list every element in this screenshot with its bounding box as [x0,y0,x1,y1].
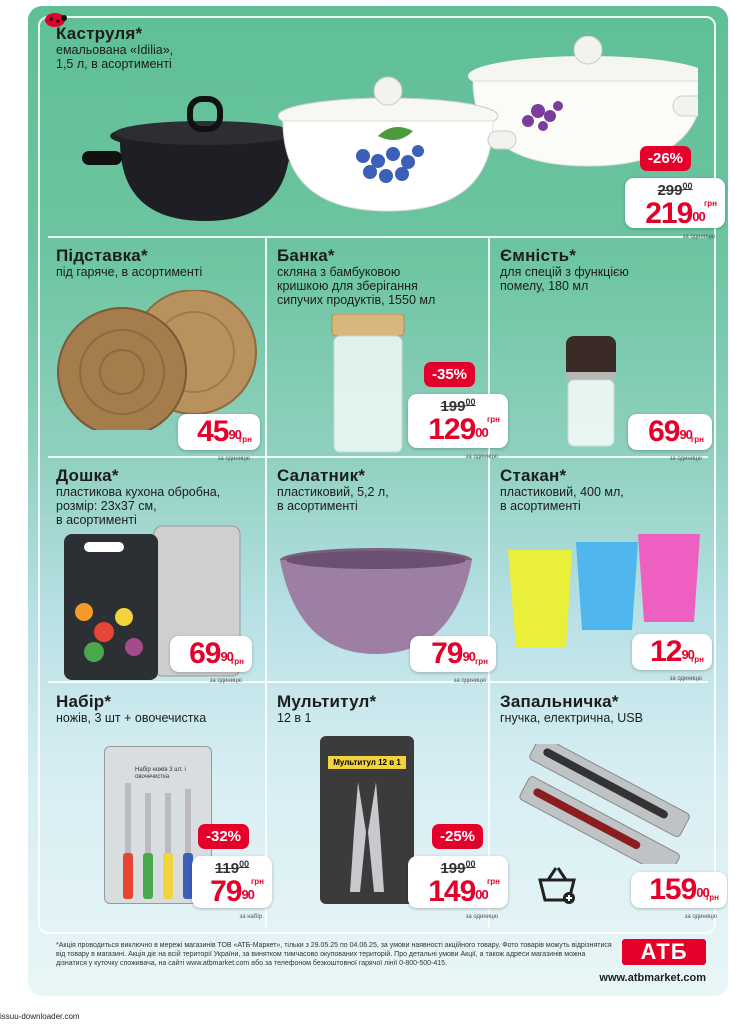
knife-package: Набір ножів 3 шт. і овочечистка [104,746,212,904]
product-trivet: Підставка* під гаряче, в асортименті [56,246,203,279]
divider [48,236,708,238]
product-jar: Банка* скляна з бамбуковою кришкою для зберігання сипучих продуктів, 1550 мл [277,246,436,307]
price-tag: $79^{90}$ грн за одиницю [410,636,496,672]
lighter-image [506,744,706,864]
price-tag: $199^{00}$ $149^{00}$ грн за одиницю [408,856,508,908]
product-lighter: Запальничка* гнучка, електрична, USB [500,692,643,725]
product-pot [56,24,173,71]
grinder-image [562,336,622,448]
product-cutting-board: Дошка* пластикова кухона обробна, розмір: 23х37 см, в асортименті [56,466,221,527]
discount-badge: -25% [432,824,483,849]
website-link[interactable]: www.atbmarket.com [599,972,706,984]
source-label: issuu-downloader.com [0,1012,80,1021]
flyer-page [28,6,728,996]
price-tag: $299^{00}$ $219^{00}$ грн за одиницю [625,178,725,228]
product-knife-set: Набір* ножів, 3 шт + овочечистка [56,692,207,725]
product-desc: емальована «Idilia», 1,5 л, в асортименті [56,43,174,71]
price-tag: $12^{90}$ грн за одиницю [632,634,712,670]
footer-disclaimer: *Акція проводиться виключно в мережі магазинів ТОВ «АТБ-Маркет», тільки з 29.05.25 по 04.06.25, за умови наявності акційного товару. Фото товарів можуть відрізнятися від товару в магазині. Акція діє на всій території України, за винятком тимчасово окупованих територій. Про детальні умови Акції, а також адреси магазинів можна дізнатися у куточку споживача, на сайті www.atbmarket.com або за телефоном безкоштовної гарячої лінії 0-800-500-415. [56,942,612,967]
old-price: $299^{00}$ [657,181,693,199]
price-tag: $45^{90}$ грн за одиницю [178,414,260,450]
multitool-package: Мультитул 12 в 1 [320,736,414,904]
product-spice-grinder: Ємність* для спецій з функцією помелу, 180 мл [500,246,629,293]
discount-badge: -32% [198,824,249,849]
divider [265,238,267,928]
price-tag: $159^{00}$ грн за одиницю [631,872,727,908]
price: $219^{00}$ [645,197,705,230]
trivet-image [54,290,264,430]
discount-badge: -35% [424,362,475,387]
product-salad-bowl: Салатник* пластиковий, 5,2 л, в асортименті [277,466,389,513]
jar-image [328,314,410,454]
multitool-image [320,772,414,902]
price-tag: $119^{00}$ $79^{90}$ грн за набір [192,856,272,908]
price-tag: $69^{90}$ грн за одиницю [170,636,252,672]
discount-badge: -26% [640,146,691,171]
product-name: Каструля* [56,24,143,43]
product-multitool: Мультитул* 12 в 1 [277,692,377,725]
divider [48,456,708,458]
divider [488,238,490,928]
product-cup: Стакан* пластиковий, 400 мл, в асортименті [500,466,624,513]
atb-logo: АТБ [622,939,706,965]
basket-icon [536,866,578,906]
price-tag: $199^{00}$ $129^{00}$ грн за одиницю [408,394,508,448]
price-tag: $69^{90}$ грн за одиницю [628,414,712,450]
